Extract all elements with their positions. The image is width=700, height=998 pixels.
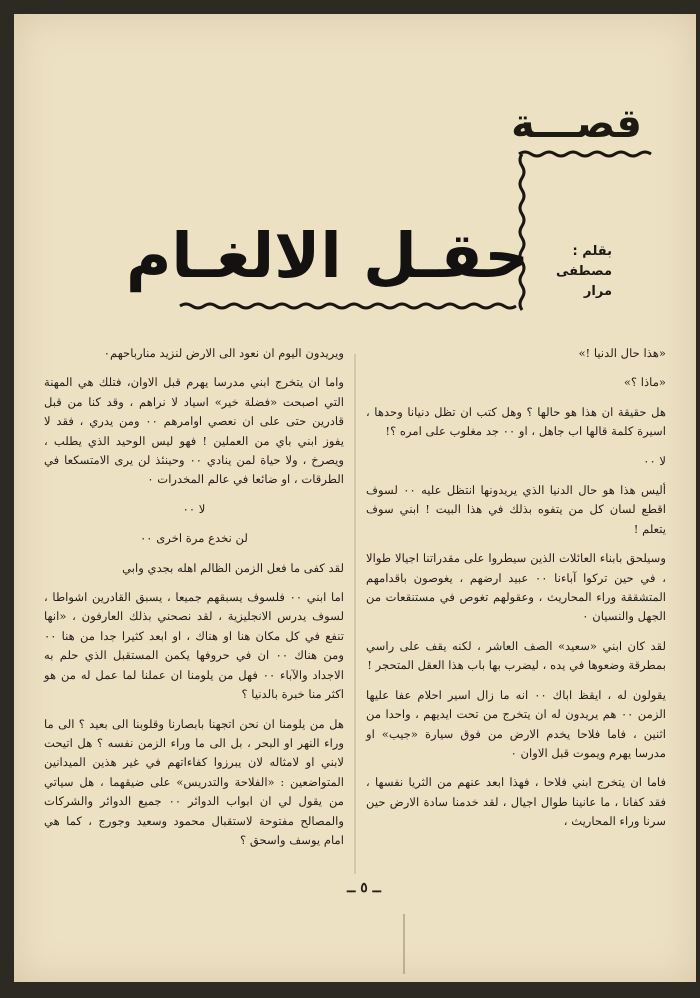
page-number: ــ ٥ ــ [347, 880, 381, 896]
paragraph: هل من يلومنا ان نحن اتجهنا بابصارنا وقلوبنا الى بعيد ؟ الى ما وراء النهر او البحر ، بل الى ما وراء الزمن نفسه ؟ هل اتيحت لابني او لامثاله لان يبرزوا كفاءاتهم في غير هذين الميدانين المتواضعين : «الفلاحة والتدريس» على ضيقهما ، هل سياتي من يقول لي ان ابواب الدوائر ٠٠ جميع الدوائر والشركات والمصالح مفتوحة لاستقبال محمود وسعيد وجورج ، كما هي امام يوسف واسحق ؟ [44, 716, 344, 847]
frame-bottom-border [180, 304, 516, 308]
story-title: حقـل الالغـام [125, 219, 529, 292]
paragraph: وسيلحق بابناء العائلات الذين سيطروا على مقدراتنا اجيالا طوالا ، في حين تركوا آباءنا ٠٠ عبيد ارضهم ، يغوصون باقدامهم المتشققة وراء المحاريث ، وعقولهم تغوص في مستنقعات من الجهل والنسيان ٠ [366, 551, 666, 624]
magazine-page [14, 14, 696, 982]
paragraph: يقولون له ، ايقظ اباك ٠٠ انه ما زال اسير احلام عفا عليها الزمن ٠٠ هم يريدون له ان يتخرج من تحت ايديهم ، واحدا من اثنين ، فاما فلاحا يخدم الارض من فوق سيارة «جيب» او مدرسا يهرم ويموت قبل الاوان ٠ [366, 687, 667, 760]
paragraph: «ماذا ؟» [623, 375, 666, 390]
paragraph: هل حقيقة ان هذا هو حالها ؟ وهل كتب ان تظل دنيانا وحدها ، اسيرة كلمة قالها اب جاهل ، او ٠٠ جد مغلوب على امره ؟! [366, 404, 666, 439]
paragraph: «هذا حال الدنيا !» [578, 346, 666, 360]
paragraph: فاما ان يتخرج ابني فلاحا ، فهذا ابعد عنهم من الثريا نفسها ، فقد كفانا ، ما عانينا طوال اجيال ، لقد خدمنا سادة الارض حين سرنا وراء المحاريث ، [366, 775, 666, 829]
right-column [366, 344, 666, 884]
paragraph: أليس هذا هو حال الدنيا الذي يريدونها انتظل عليه ٠٠ لسوف اقطع لسان كل من يتفوه بذلك في هذا البيت ! ابني سوف يتعلم ! [366, 483, 666, 536]
author-name: مصطفى مرار [555, 264, 612, 299]
section-label: قصـــة [511, 101, 642, 147]
paragraph: لقد كان ابني «سعيد» الصف العاشر ، لكنه يقف على راسي بمطرقة وضعوها في يده ، ليضرب بها باب هذا العقل المتحجر ! [366, 638, 666, 673]
frame-top-border [519, 152, 651, 156]
paragraph: واما ان يتخرج ابني مدرسا يهرم قبل الاوان، فتلك هي المهنة التي اصبحت «فضلة خير» اسياد لا نراهم ، وقد كنا من قبل قادرين حتى على ان نعصي اوامرهم ٠٠ ومن يدري ، فقد لا يفوز ابني باي من العملين ! فهو ليس الوحيد الذي يطلب ، ويصرخ ، ولا حياة لمن ينادي ٠٠ وحينئذ لن يرى الامتسكعا في الطرقات ، او ضائعا في عالم المخدرات ٠ [44, 375, 345, 487]
paragraph: لا ٠٠ [643, 453, 666, 468]
paragraph: لا ٠٠ [182, 501, 206, 516]
byline-label: بقلم : [572, 244, 612, 259]
paragraph: لن نخدع مرة اخرى ٠٠ [140, 531, 248, 546]
paragraph: ويريدون اليوم ان نعود الى الارض لنزيد منارباحهم٠ [103, 346, 344, 360]
paragraph: لقد كفى ما فعل الزمن الظالم اهله بجدي وابي [122, 560, 344, 575]
paragraph: اما ابني ٠٠ فلسوف يسبقهم جميعا ، يسبق القادرين اشواطا ، لسوف يدرس الانجليزية ، لقد نصحني بذلك العارفون ، «انها تنفع في كل مكان هنا او هناك ، او ابعد كثيرا جدا من هنا ٠٠ ومن هناك ٠٠ ان في حروفها يكمن المستقبل الذي حلم به الاجداد والآباء ٠٠ فهل من يلومنا ان عملنا لما عمل له من هو اكثر منا خبرة بالدنيا ؟ [44, 590, 345, 702]
left-column [44, 344, 344, 884]
byline [534, 242, 612, 302]
